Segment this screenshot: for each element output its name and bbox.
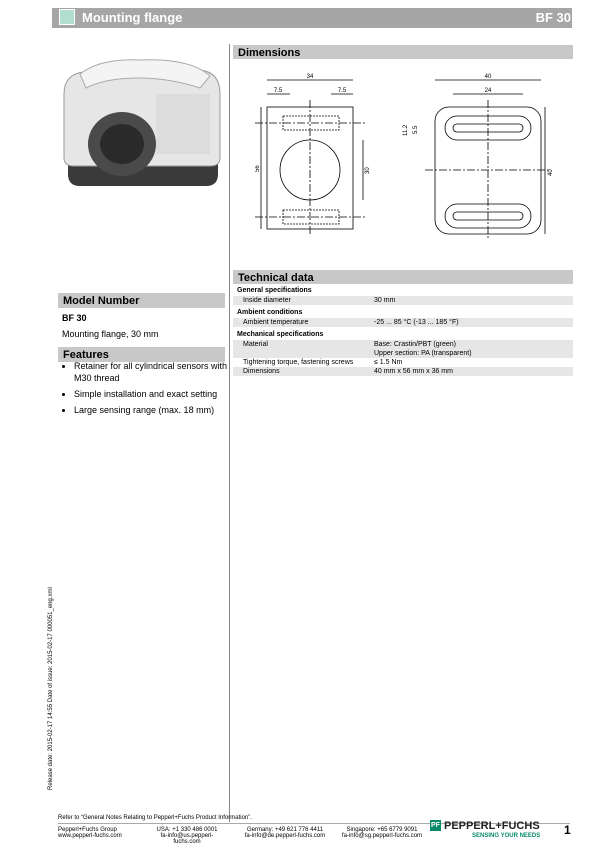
footer-col-4 xyxy=(337,827,427,839)
row-value-2: Upper section: PA (transparent) xyxy=(374,350,472,357)
dim-right-offset: 7.5 xyxy=(337,88,347,94)
tech-table xyxy=(233,286,573,376)
row-value: Base: Crastin/PBT (green) xyxy=(374,341,456,348)
section-technical-data: Technical data xyxy=(233,270,573,284)
footer-link[interactable]: fa-info@us.pepperl-fuchs.com xyxy=(160,833,214,845)
footer-text: USA: +1 330 486 0001 xyxy=(156,827,218,833)
product-image xyxy=(60,54,225,194)
dim-side-width: 40 xyxy=(484,74,492,80)
brand-logo-icon: PF xyxy=(431,822,440,829)
dim-height: 56 xyxy=(255,165,261,172)
row-value: -25 ... 85 °C (-13 ... 185 °F) xyxy=(374,319,459,326)
row-value: ≤ 1.5 Nm xyxy=(374,359,403,366)
page-number: 1 xyxy=(564,823,571,837)
dim-side-height: 40 xyxy=(548,169,554,176)
footer-col-1 xyxy=(58,827,122,839)
row-label: Tightening torque, fastening screws xyxy=(243,359,354,366)
release-note: Release date: 2015-02-17 14:55 Date of issue: 2015-02-17 000051_eng.xml xyxy=(48,587,54,790)
section-model-number: Model Number xyxy=(58,293,225,308)
footer-link[interactable]: www.pepperl-fuchs.com xyxy=(58,833,122,839)
tech-group-title: General specifications xyxy=(237,287,312,294)
dim-left-offset: 7.5 xyxy=(273,88,283,94)
product-code: BF 30 xyxy=(535,10,571,25)
section-features: Features xyxy=(58,347,225,362)
row-label: Material xyxy=(243,341,268,348)
list-item: • Retainer for all cylindrical sensors with M30 thread xyxy=(74,360,234,384)
tech-group-title: Ambient conditions xyxy=(237,309,303,316)
dim-side-inner: 24 xyxy=(484,88,492,94)
dim-side-s1: 11.2 xyxy=(403,124,409,136)
dim-inner-diameter: 30 xyxy=(365,167,371,174)
table-row xyxy=(233,318,573,327)
footer-col-3 xyxy=(240,827,330,839)
features-list xyxy=(62,360,234,420)
dimension-drawing-front xyxy=(255,72,375,242)
table-row xyxy=(233,296,573,305)
tech-group-title: Mechanical specifications xyxy=(237,331,324,338)
footer-text: Pepperl+Fuchs Group xyxy=(58,827,117,833)
row-value: 40 mm x 56 mm x 36 mm xyxy=(374,368,453,375)
row-label: Inside diameter xyxy=(243,297,291,304)
header-square-icon xyxy=(59,9,75,25)
footer-text: Singapore: +65 6779 9091 xyxy=(346,827,418,833)
row-label: Dimensions xyxy=(243,368,280,375)
model-description: Mounting flange, 30 mm xyxy=(62,329,159,339)
list-item: • Large sensing range (max. 18 mm) xyxy=(74,404,234,416)
section-dimensions: Dimensions xyxy=(233,45,573,59)
column-divider xyxy=(229,44,230,822)
footer-link[interactable]: fa-info@de.pepperl-fuchs.com xyxy=(244,833,326,839)
dim-side-s2: 5.5 xyxy=(413,125,419,134)
table-row xyxy=(233,340,573,358)
brand-slogan: SENSING YOUR NEEDS xyxy=(472,833,541,839)
row-value: 30 mm xyxy=(374,297,396,304)
brand-name: PEPPERL+FUCHS xyxy=(444,820,540,832)
dimension-drawing-side xyxy=(395,72,555,242)
model-name: BF 30 xyxy=(62,313,87,323)
table-row xyxy=(233,358,573,367)
dim-width: 34 xyxy=(306,74,314,80)
footer-text: Germany: +49 621 776 4411 xyxy=(246,827,324,833)
footer-col-2 xyxy=(147,827,227,845)
table-row xyxy=(233,367,573,376)
footer-link[interactable]: fa-info@sg.pepperl-fuchs.com xyxy=(341,833,423,839)
footer-refer: Refer to “General Notes Relating to Pepperl+Fuchs Product Information”. xyxy=(58,815,252,821)
list-item: • Simple installation and exact setting xyxy=(74,388,234,400)
row-label: Ambient temperature xyxy=(243,319,309,326)
page-title: Mounting flange xyxy=(82,10,183,25)
